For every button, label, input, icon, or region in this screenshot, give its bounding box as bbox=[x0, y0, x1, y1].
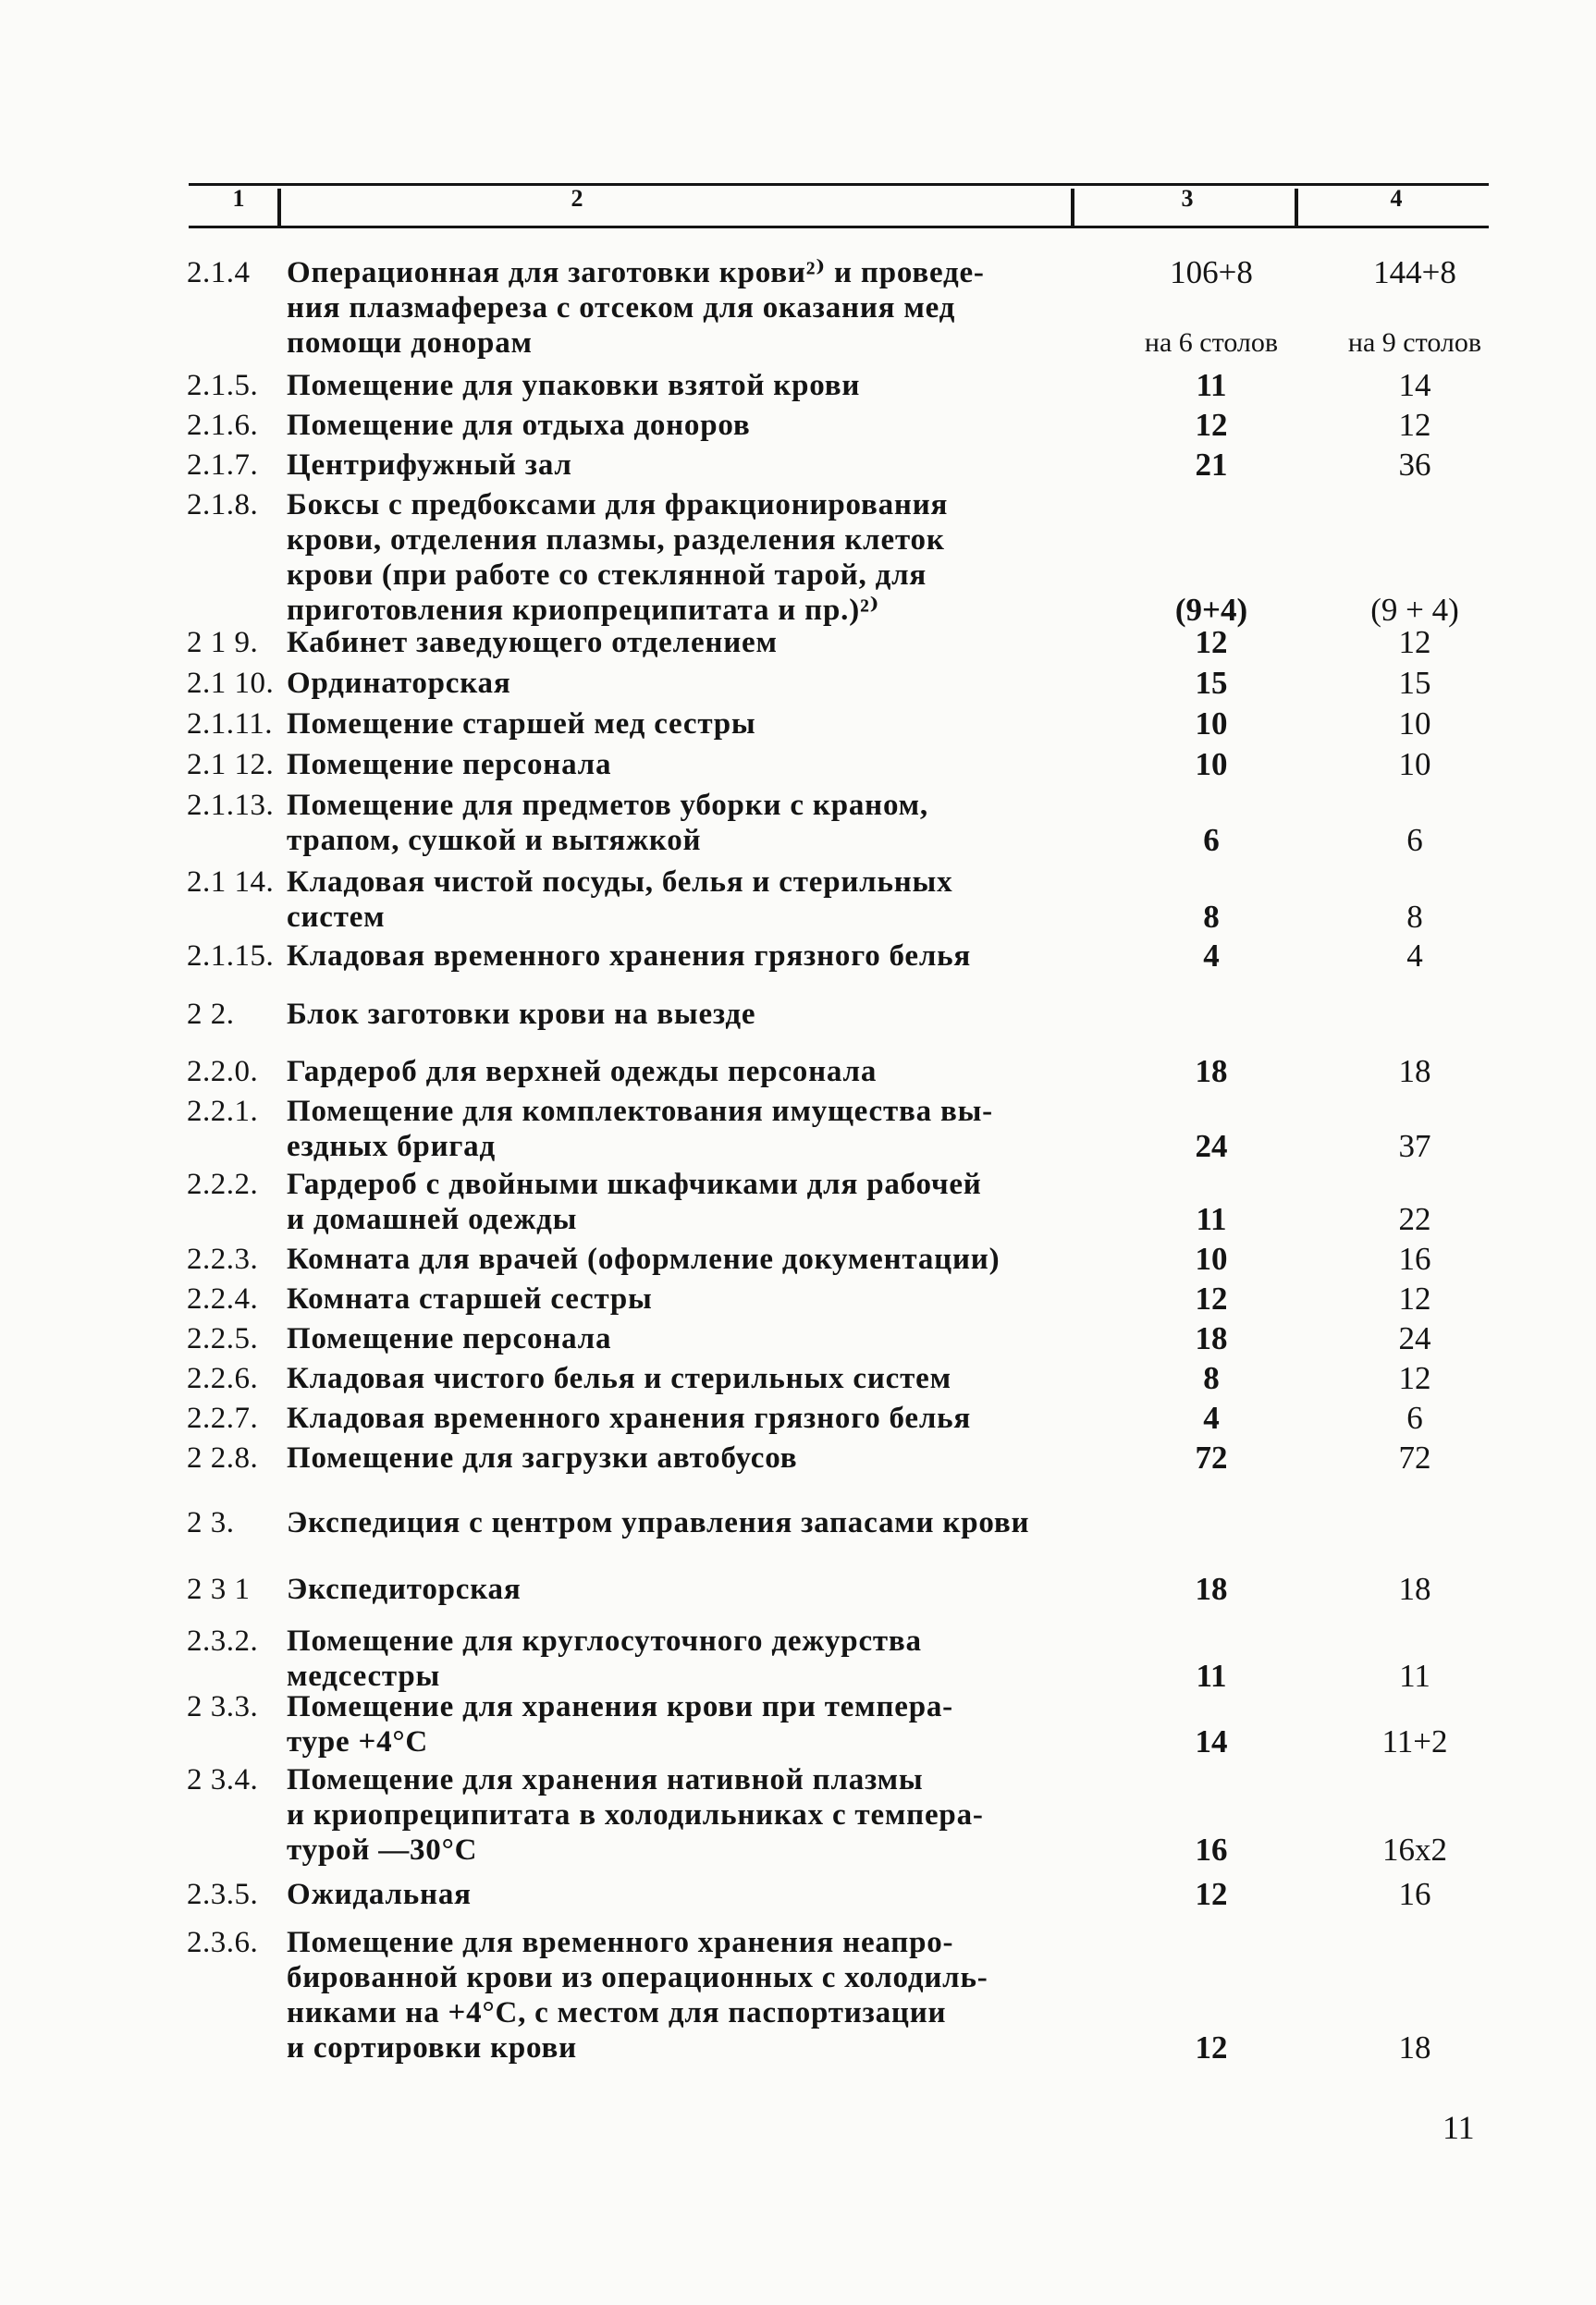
area-col-4: 14 bbox=[1398, 367, 1431, 403]
table-row bbox=[0, 408, 1596, 443]
table-header-bottom-rule bbox=[189, 226, 1489, 228]
room-name-line: Кладовая чистой посуды, белья и стерильных bbox=[287, 865, 953, 899]
room-name-line: Помещение персонала bbox=[287, 1322, 612, 1355]
row-number: 2.1.6. bbox=[187, 409, 259, 442]
table-row bbox=[0, 1762, 1596, 1868]
room-name-line: бированной крови из операционных с холодиль- bbox=[287, 1961, 988, 1994]
room-name-line: турой —30°С bbox=[287, 1833, 478, 1867]
room-name bbox=[287, 1321, 1091, 1356]
area-col-3: 11 bbox=[1196, 1658, 1227, 1694]
room-name bbox=[287, 864, 1091, 935]
room-name bbox=[287, 1361, 1091, 1396]
area-col-3: 12 bbox=[1195, 624, 1228, 660]
room-name bbox=[287, 1689, 1091, 1759]
room-name bbox=[287, 1441, 1091, 1476]
room-name-line: Центрифужный зал bbox=[287, 448, 572, 482]
table-row bbox=[0, 1572, 1596, 1607]
area-col-3: 4 bbox=[1203, 1400, 1220, 1436]
row-number: 2.1.4 bbox=[187, 256, 251, 289]
room-name bbox=[287, 997, 1091, 1032]
table-header-top-rule bbox=[189, 183, 1489, 186]
room-name-line: крови (при работе со стеклянной тарой, для bbox=[287, 558, 927, 592]
room-name-line: Операционная для заготовки крови²⁾ и проведе- bbox=[287, 256, 985, 289]
area-col-4: 11+2 bbox=[1381, 1723, 1448, 1759]
room-name bbox=[287, 1054, 1091, 1089]
area-col-3: 21 bbox=[1195, 447, 1228, 483]
area-col-4: 22 bbox=[1398, 1201, 1431, 1237]
area-col-3: 18 bbox=[1195, 1320, 1228, 1356]
area-col-3: 12 bbox=[1195, 1876, 1228, 1912]
room-name bbox=[287, 408, 1091, 443]
page-number: 11 bbox=[1443, 2109, 1475, 2146]
area-col-4: 18 bbox=[1398, 1053, 1431, 1089]
room-name-line: Кладовая временного хранения грязного белья bbox=[287, 1402, 972, 1435]
room-name-line: и сортировки крови bbox=[287, 2031, 577, 2065]
area-col-4: 6 bbox=[1406, 822, 1423, 858]
area-col-3: 6 bbox=[1203, 822, 1220, 858]
row-number: 2.2.3. bbox=[187, 1243, 259, 1276]
table-row bbox=[0, 625, 1596, 660]
room-name bbox=[287, 625, 1091, 660]
table-row bbox=[0, 1094, 1596, 1164]
table-row bbox=[0, 1321, 1596, 1356]
area-col-3: 10 bbox=[1195, 705, 1228, 742]
room-name bbox=[287, 1572, 1091, 1607]
area-col-4: 8 bbox=[1406, 899, 1423, 935]
section-row bbox=[0, 1505, 1596, 1540]
area-col-3: 18 bbox=[1195, 1053, 1228, 1089]
area-col-3: 4 bbox=[1203, 938, 1220, 974]
room-name-line: Помещение для круглосуточного дежурства bbox=[287, 1625, 922, 1658]
row-number: 2 3.4. bbox=[187, 1763, 259, 1796]
row-number: 2.2.1. bbox=[187, 1095, 259, 1128]
room-name-line: Боксы с предбоксами для фракционирования bbox=[287, 488, 949, 521]
area-col-3: (9+4) bbox=[1174, 592, 1248, 628]
area-col-4: 24 bbox=[1398, 1320, 1431, 1356]
area-col-4: (9 + 4) bbox=[1370, 592, 1459, 628]
room-name-line: Помещение для загрузки автобусов bbox=[287, 1441, 798, 1475]
room-name-line: Помещение для временного хранения неапро- bbox=[287, 1926, 954, 1959]
room-name-line: Кладовая временного хранения грязного белья bbox=[287, 939, 972, 973]
room-name-line: Ожидальная bbox=[287, 1878, 472, 1911]
area-col-4: 36 bbox=[1398, 447, 1431, 483]
section-row bbox=[0, 997, 1596, 1032]
room-name bbox=[287, 1925, 1091, 2066]
table-row bbox=[0, 706, 1596, 742]
header-separator bbox=[277, 189, 281, 226]
area-col-3: 15 bbox=[1195, 665, 1228, 701]
room-name-line: Экспедиция с центром управления запасами крови bbox=[287, 1506, 1030, 1539]
header-col-1: 1 bbox=[232, 185, 245, 212]
area-col-4: 72 bbox=[1398, 1440, 1431, 1476]
room-name-line: Ординаторская bbox=[287, 667, 511, 700]
header-separator bbox=[1295, 189, 1298, 226]
room-name-line: ездных бригад bbox=[287, 1130, 496, 1163]
area-col-4: 12 bbox=[1398, 1281, 1431, 1317]
header-col-3: 3 bbox=[1181, 185, 1194, 212]
room-name-line: Кабинет заведующего отделением bbox=[287, 626, 778, 659]
area-col-3: 18 bbox=[1195, 1571, 1228, 1607]
area-col-3: 72 bbox=[1195, 1440, 1228, 1476]
row-number: 2.1 12. bbox=[187, 748, 275, 781]
area-col-4-extra: 144+8 bbox=[1373, 254, 1456, 290]
row-number: 2.2.7. bbox=[187, 1402, 259, 1435]
row-number: 2.3.6. bbox=[187, 1926, 259, 1959]
row-number: 2.2.5. bbox=[187, 1322, 259, 1355]
room-name bbox=[287, 1762, 1091, 1868]
table-row bbox=[0, 938, 1596, 974]
header-col-2: 2 bbox=[571, 185, 583, 212]
row-number: 2.2.0. bbox=[187, 1055, 259, 1088]
row-number: 2 2.8. bbox=[187, 1441, 259, 1475]
room-name-line: Помещение для отдыха доноров bbox=[287, 409, 751, 442]
area-col-3: 14 bbox=[1195, 1723, 1228, 1759]
table-row bbox=[0, 1242, 1596, 1277]
area-col-4: 16 bbox=[1398, 1241, 1431, 1277]
room-name-line: ния плазмафереза с отсеком для оказания мед bbox=[287, 291, 956, 325]
row-number: 2.1.11. bbox=[187, 707, 274, 741]
room-name-line: крови, отделения плазмы, разделения клеток bbox=[287, 523, 945, 557]
area-col-4: 10 bbox=[1398, 705, 1431, 742]
area-col-3: 12 bbox=[1195, 407, 1228, 443]
area-col-4: 18 bbox=[1398, 1571, 1431, 1607]
row-number: 2.3.2. bbox=[187, 1625, 259, 1658]
area-col-3: 12 bbox=[1195, 2029, 1228, 2066]
room-name-line: систем bbox=[287, 901, 386, 934]
header-col-4: 4 bbox=[1390, 185, 1403, 212]
table-row bbox=[0, 1877, 1596, 1912]
area-col-4: 6 bbox=[1406, 1400, 1423, 1436]
room-name-line: приготовления криопреципитата и пр.)²⁾ bbox=[287, 594, 880, 627]
row-number: 2 3 1 bbox=[187, 1573, 251, 1606]
table-row bbox=[0, 1624, 1596, 1694]
area-col-3: 24 bbox=[1195, 1128, 1228, 1164]
table-row bbox=[0, 1167, 1596, 1237]
room-name-line: Комната для врачей (оформление документации) bbox=[287, 1243, 1001, 1276]
area-col-4: на 9 столов bbox=[1347, 327, 1482, 358]
area-col-4: 11 bbox=[1399, 1658, 1430, 1694]
table-row bbox=[0, 255, 1596, 361]
room-name-line: никами на +4°С, с местом для паспортизации bbox=[287, 1996, 947, 2029]
area-col-3: 12 bbox=[1195, 1281, 1228, 1317]
row-number: 2.1.13. bbox=[187, 789, 275, 822]
room-name bbox=[287, 1624, 1091, 1694]
room-name-line: Блок заготовки крови на выезде bbox=[287, 998, 756, 1031]
room-name bbox=[287, 487, 1091, 628]
row-number: 2 3. bbox=[187, 1506, 235, 1539]
area-col-3: 11 bbox=[1196, 1201, 1227, 1237]
row-number: 2.2.6. bbox=[187, 1362, 259, 1395]
room-name-line: Помещение старшей мед сестры bbox=[287, 707, 756, 741]
table-row bbox=[0, 747, 1596, 782]
room-name-line: Кладовая чистого белья и стерильных систем bbox=[287, 1362, 951, 1395]
row-number: 2.2.2. bbox=[187, 1168, 259, 1201]
room-name bbox=[287, 1505, 1091, 1540]
table-row bbox=[0, 1281, 1596, 1317]
room-name-line: медсестры bbox=[287, 1660, 441, 1693]
table-row bbox=[0, 1054, 1596, 1089]
table-row bbox=[0, 864, 1596, 935]
room-name-line: Помещение для комплектования имущества вы- bbox=[287, 1095, 993, 1128]
room-name bbox=[287, 666, 1091, 701]
room-name-line: туре +4°С bbox=[287, 1725, 429, 1759]
room-name-line: Экспедиторская bbox=[287, 1573, 522, 1606]
row-number: 2 1 9. bbox=[187, 626, 259, 659]
room-name-line: помощи донорам bbox=[287, 326, 533, 360]
area-col-3: 16 bbox=[1195, 1832, 1228, 1868]
area-col-3-extra: 106+8 bbox=[1170, 254, 1253, 290]
row-number: 2.1.15. bbox=[187, 939, 275, 973]
row-number: 2.1.5. bbox=[187, 369, 259, 402]
table-row bbox=[0, 788, 1596, 858]
row-number: 2 2. bbox=[187, 998, 235, 1031]
room-name bbox=[287, 1094, 1091, 1164]
room-name-line: Гардероб для верхней одежды персонала bbox=[287, 1055, 878, 1088]
table-row bbox=[0, 487, 1596, 628]
header-separator bbox=[1071, 189, 1074, 226]
room-name-line: Помещение для хранения нативной плазмы bbox=[287, 1763, 924, 1796]
room-name-line: Помещение для хранения крови при темпера- bbox=[287, 1690, 953, 1723]
table-row bbox=[0, 1925, 1596, 2066]
room-name bbox=[287, 706, 1091, 742]
room-name-line: Помещение для предметов уборки с краном, bbox=[287, 789, 928, 822]
table-row bbox=[0, 666, 1596, 701]
room-name bbox=[287, 1877, 1091, 1912]
room-name bbox=[287, 368, 1091, 403]
room-name-line: Комната старшей сестры bbox=[287, 1282, 653, 1316]
area-col-3: 8 bbox=[1203, 899, 1220, 935]
room-name-line: Помещение для упаковки взятой крови bbox=[287, 369, 861, 402]
room-name-line: и домашней одежды bbox=[287, 1203, 578, 1236]
table-row bbox=[0, 1361, 1596, 1396]
area-col-4: 4 bbox=[1406, 938, 1423, 974]
area-col-4: 18 bbox=[1398, 2029, 1431, 2066]
room-name bbox=[287, 747, 1091, 782]
table-row bbox=[0, 1441, 1596, 1476]
row-number: 2.1.7. bbox=[187, 448, 259, 482]
room-name-line: и криопреципитата в холодильниках с темпера- bbox=[287, 1798, 984, 1832]
room-name-line: Гардероб с двойными шкафчиками для рабочей bbox=[287, 1168, 982, 1201]
area-col-3: 8 bbox=[1203, 1360, 1220, 1396]
room-name bbox=[287, 448, 1091, 483]
room-name-line: трапом, сушкой и вытяжкой bbox=[287, 824, 702, 857]
area-col-4: 37 bbox=[1398, 1128, 1431, 1164]
row-number: 2.2.4. bbox=[187, 1282, 259, 1316]
area-col-4: 16x2 bbox=[1382, 1832, 1447, 1868]
area-col-3: на 6 столов bbox=[1144, 327, 1279, 358]
area-col-4: 12 bbox=[1398, 624, 1431, 660]
table-row bbox=[0, 1401, 1596, 1436]
area-col-4: 16 bbox=[1398, 1876, 1431, 1912]
row-number: 2.1.8. bbox=[187, 488, 259, 521]
room-name bbox=[287, 1167, 1091, 1237]
table-row bbox=[0, 1689, 1596, 1759]
room-name-line: Помещение персонала bbox=[287, 748, 612, 781]
room-name bbox=[287, 938, 1091, 974]
room-name bbox=[287, 1281, 1091, 1317]
room-name bbox=[287, 1242, 1091, 1277]
row-number: 2 3.3. bbox=[187, 1690, 259, 1723]
room-name bbox=[287, 255, 1091, 361]
room-name bbox=[287, 788, 1091, 858]
area-col-4: 12 bbox=[1398, 407, 1431, 443]
area-col-4: 10 bbox=[1398, 746, 1431, 782]
area-col-4: 15 bbox=[1398, 665, 1431, 701]
row-number: 2.1 14. bbox=[187, 865, 275, 899]
area-col-3: 11 bbox=[1196, 367, 1227, 403]
row-number: 2.1 10. bbox=[187, 667, 275, 700]
area-col-3: 10 bbox=[1195, 746, 1228, 782]
row-number: 2.3.5. bbox=[187, 1878, 259, 1911]
area-col-4: 12 bbox=[1398, 1360, 1431, 1396]
area-col-3: 10 bbox=[1195, 1241, 1228, 1277]
table-row bbox=[0, 448, 1596, 483]
table-row bbox=[0, 368, 1596, 403]
room-name bbox=[287, 1401, 1091, 1436]
